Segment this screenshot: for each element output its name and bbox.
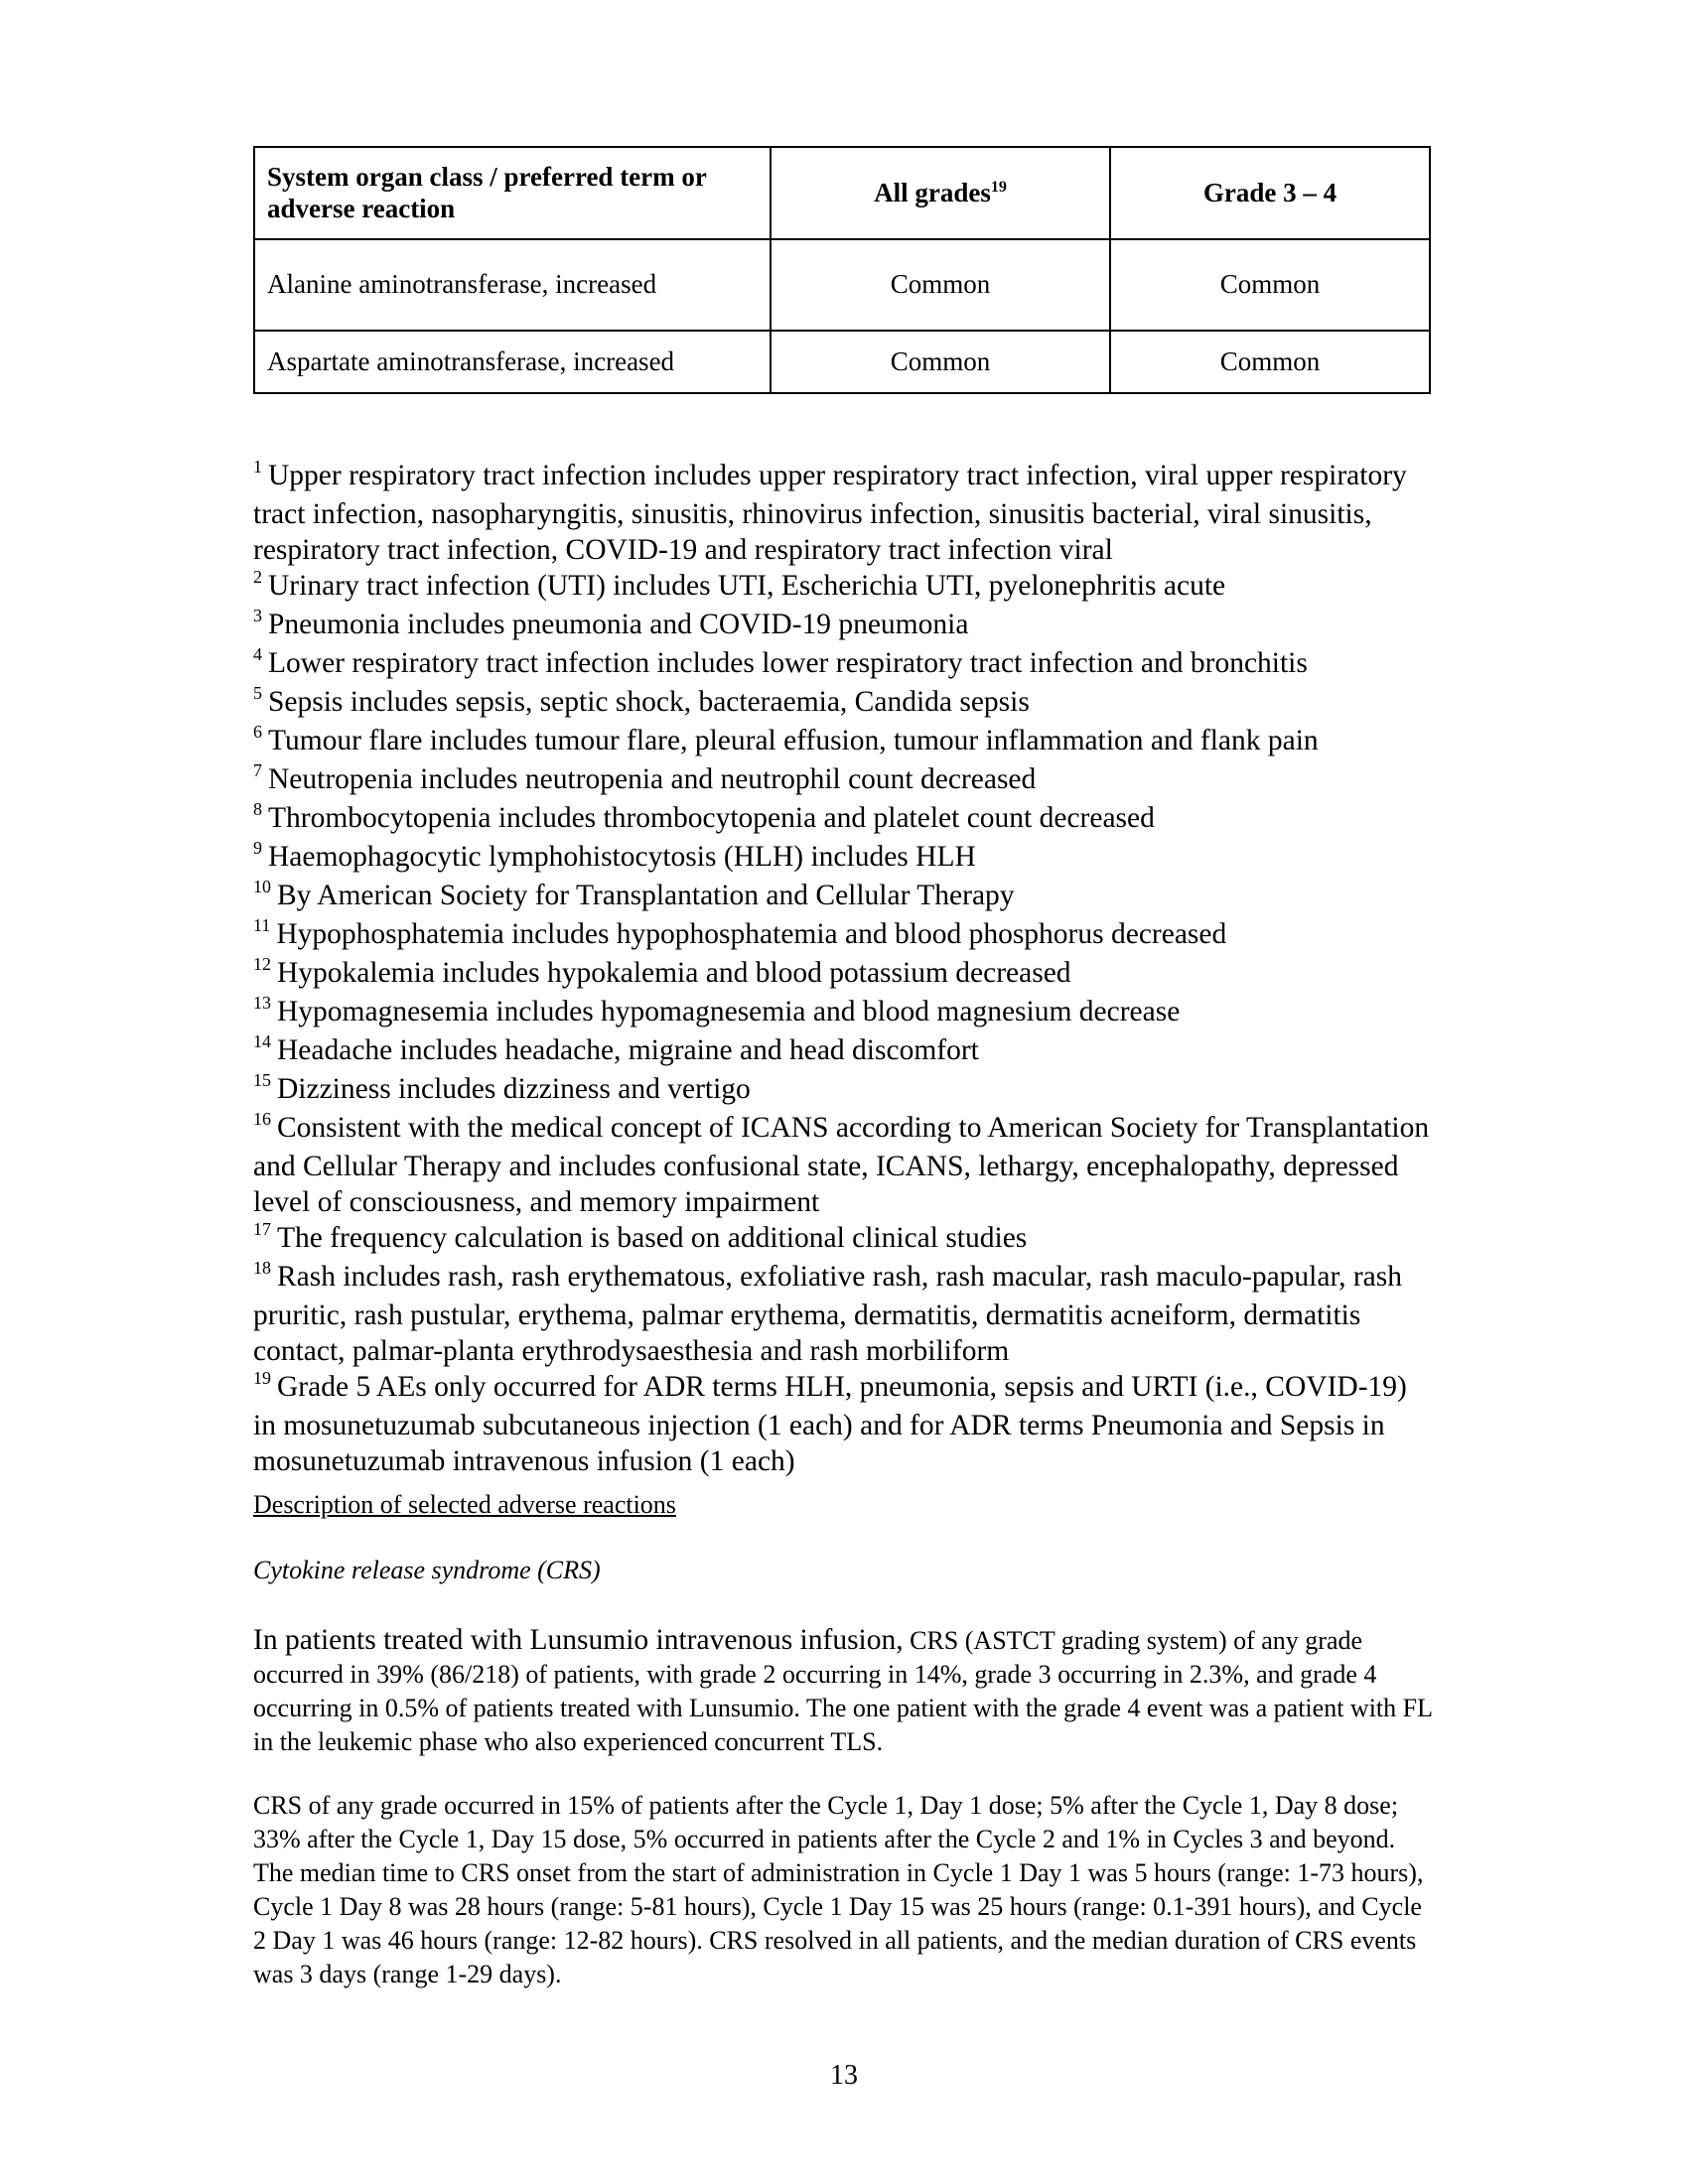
- cell-term: Aspartate aminotransferase, increased: [254, 331, 771, 393]
- footnote: $^{17}$ The frequency calculation is based on additional clinical studies: [253, 1219, 1028, 1254]
- footnote: $^{16}$ Consistent with the medical concept of ICANS according to American Society for Transplantation and Cellular Therapy and includes confusional state, ICANS, lethargy, encephalopathy, depressed level of consciousness, and memory impairment: [253, 1109, 1430, 1218]
- footnote: $^{13}$ Hypomagnesemia includes hypomagnesemia and blood magnesium decrease: [253, 993, 1181, 1027]
- section-heading: Description of selected adverse reactions: [253, 1490, 676, 1519]
- table-row: [254, 331, 1430, 393]
- page-number: 13: [830, 2060, 858, 2091]
- footnote: $^{18}$ Rash includes rash, rash erythematous, exfoliative rash, rash macular, rash maculo-papular, rash pruritic, rash pustular, erythema, palmar erythema, dermatitis, dermatitis acneiform, dermatitis contact, palmar-planta erythrodysaesthesia and rash morbiliform: [253, 1258, 1402, 1367]
- footnote: $^{11}$ Hypophosphatemia includes hypophosphatemia and blood phosphorus decreased: [253, 915, 1227, 950]
- cell-grade-3-4: Common: [1110, 331, 1430, 393]
- header-all-grades: All grades$^{19}$: [771, 147, 1110, 239]
- cell-term: Alanine aminotransferase, increased: [254, 239, 771, 331]
- table-row: [254, 239, 1430, 331]
- footnote: $^5$ Sepsis includes sepsis, septic shock, bacteraemia, Candida sepsis: [253, 683, 1030, 718]
- cell-all-grades: Common: [771, 331, 1110, 393]
- footnote: $^2$ Urinary tract infection (UTI) includes UTI, Escherichia UTI, pyelonephritis acute: [253, 567, 1226, 602]
- footnote: $^{19}$ Grade 5 AEs only occurred for ADR terms HLH, pneumonia, sepsis and URTI (i.e., COVID-19) in mosunetuzumab subcutaneous injection (1 each) and for ADR terms Pneumonia and Sepsis in mosunetuzumab intravenous infusion (1 each): [253, 1368, 1407, 1477]
- cell-grade-3-4: Common: [1110, 239, 1430, 331]
- footnote: $^7$ Neutropenia includes neutropenia and neutrophil count decreased: [253, 760, 1037, 795]
- footnote: $^9$ Haemophagocytic lymphohistocytosis (HLH) includes HLH: [253, 838, 976, 873]
- adverse-reactions-table: [253, 146, 1431, 394]
- footnote: $^6$ Tumour flare includes tumour flare, pleural effusion, tumour inflammation and flank pain: [253, 722, 1319, 756]
- crs-paragraph-2: CRS of any grade occurred in 15% of patients after the Cycle 1, Day 1 dose; 5% after the Cycle 1, Day 8 dose; 33% after the Cycle 1, Day 15 dose, 5% occurred in patients after the Cycle 2 and 1% in Cycles 3 and beyond. The median time to CRS onset from the start of administration in Cycle 1 Day 1 was 5 hours (range: 1-73 hours), Cycle 1 Day 8 was 28 hours (range: 5-81 hours), Cycle 1 Day 15 was 25 hours (range: 0.1-391 hours), and Cycle 2 Day 1 was 46 hours (range: 12-82 hours). CRS resolved in all patients, and the median duration of CRS events was 3 days (range 1-29 days).: [253, 1791, 1424, 1988]
- header-system-organ-class: System organ class / preferred term or adverse reaction: [254, 147, 771, 239]
- footnote: $^4$ Lower respiratory tract infection includes lower respiratory tract infection and bronchitis: [253, 644, 1308, 679]
- footnote: $^3$ Pneumonia includes pneumonia and COVID-19 pneumonia: [253, 606, 969, 640]
- cell-all-grades: Common: [771, 239, 1110, 331]
- table-header-row: [254, 147, 1430, 239]
- crs-paragraph-1: In patients treated with Lunsumio intravenous infusion, CRS (ASTCT grading system) of any grade occurred in 39% (86/218) of patients, with grade 2 occurring in 14%, grade 3 occurring in 2.3%, and grade 4 occurring in 0.5% of patients treated with Lunsumio. The one patient with the grade 4 event was a patient with FL in the leukemic phase who also experienced concurrent TLS.: [253, 1624, 1433, 1756]
- header-grade-3-4: Grade 3 – 4: [1110, 147, 1430, 239]
- footnote: $^8$ Thrombocytopenia includes thrombocytopenia and platelet count decreased: [253, 799, 1155, 834]
- subsection-heading: Cytokine release syndrome (CRS): [253, 1556, 601, 1584]
- footnote: $^{10}$ By American Society for Transplantation and Cellular Therapy: [253, 877, 1015, 911]
- footnote: $^{12}$ Hypokalemia includes hypokalemia and blood potassium decreased: [253, 954, 1071, 989]
- footnote: $^{15}$ Dizziness includes dizziness and vertigo: [253, 1070, 751, 1105]
- footnotes: [253, 458, 1435, 1479]
- footnote: $^1$ Upper respiratory tract infection includes upper respiratory tract infection, viral upper respiratory tract infection, nasopharyngitis, sinusitis, rhinovirus infection, sinusitis bacterial, viral sinusitis, respiratory tract infection, COVID-19 and respiratory tract infection viral: [253, 457, 1407, 566]
- footnote: $^{14}$ Headache includes headache, migraine and head discomfort: [253, 1031, 979, 1066]
